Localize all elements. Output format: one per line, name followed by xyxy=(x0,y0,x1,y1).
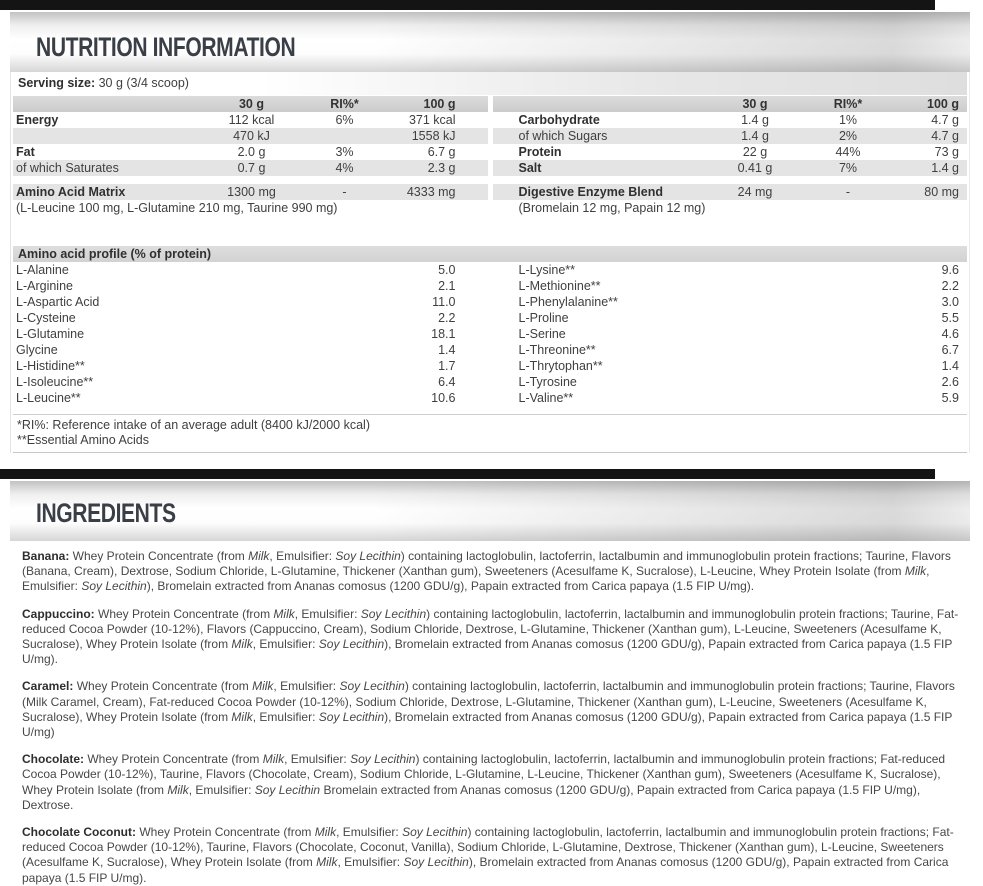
digestive-enzyme-blend-row: Digestive Enzyme Blend 24 mg - 80 mg xyxy=(493,184,968,200)
ingredients-paragraph-chocolate-coconut: Chocolate Coconut: Whey Protein Concentrate (from Milk, Emulsifier: Soy Lecithin) containing lactoglobulin, lactoferrin, lactalbumin and immunoglobulin protein fractions; Fat-reduced Cocoa Powder (10-12%), Taurine, Flavors (Chocolate, Coconut, Vanilla), Sodium Chloride, L-Glutamine, Dextrose, Thickener (Xanthan gum), L-Leucine, Sweeteners (Acesulfame K, Sucralose), Whey Protein Isolate (from Milk, Emulsifier: Soy Lecithin), Bromelain extracted from Ananas comosus (1200 GDU/g), Papain extracted from Carica papaya (1.5 FIP U/mg). xyxy=(22,825,954,885)
amino-profile-tables xyxy=(13,262,967,406)
column-header-row xyxy=(493,96,968,112)
ingredients-paragraph-cappuccino: Cappuccino: Whey Protein Concentrate (from Milk, Emulsifier: Soy Lecithin) containing lactoglobulin, lactoferrin, lactalbumin and immunoglobulin protein fractions; Taurine, Fat-reduced Cocoa Powder (10-12%), Flavors (Cappuccino, Cream), Sodium Chloride, Dextrose, L-Glutamine, Thickener (Xanthan gum), L-Leucine, Sweeteners (Acesulfame K, Sucralose), Whey Protein Isolate (from Milk, Emulsifier: Soy Lecithin), Bromelain extracted from Ananas comosus (1200 GDU/g), Papain extracted from Carica papaya (1.5 FIP U/mg). xyxy=(22,606,959,667)
table-row: Protein 22 g 44% 73 g xyxy=(518,145,959,159)
footnote-essential: **Essential Amino Acids xyxy=(17,433,150,447)
amino-row: Glycine 1.4 xyxy=(16,343,456,357)
amino-row: L-Threonine** 6.7 xyxy=(518,343,959,357)
ingredients-section xyxy=(0,469,983,886)
section-top-bar xyxy=(0,469,935,479)
ingredients-paragraph-chocolate: Chocolate: Whey Protein Concentrate (from Milk, Emulsifier: Soy Lecithin) containing lactoglobulin, lactoferrin, lactalbumin and immunoglobulin protein fractions; Fat-reduced Cocoa Powder (10-12%), Taurine, Flavors (Chocolate, Cream), Sodium Chloride, L-Glutamine, L-Leucine, Thickener (Xanthan gum), Sweeteners (Acesulfame K, Sucralose), Whey Protein Isolate (from Milk, Emulsifier: Soy Lecithin Bromelain extracted from Ananas comosus (1200 GDU/g), Papain extracted from Carica papaya (1.5 FIP U/mg), Dextrose. xyxy=(22,752,946,812)
nutrition-panel xyxy=(10,72,970,453)
amino-row: L-Glutamine 18.1 xyxy=(16,327,456,341)
table-row: of which Sugars 1.4 g 2% 4.7 g xyxy=(493,128,968,144)
ingredients-title: INGREDIENTS xyxy=(36,497,176,528)
col-header-ri: RI%* xyxy=(330,97,359,111)
footnotes xyxy=(13,414,967,453)
ingredients-paragraph-caramel: Caramel: Whey Protein Concentrate (from Milk, Emulsifier: Soy Lecithin) containing lactoglobulin, lactoferrin, lactalbumin and immunoglobulin protein fractions; Taurine, Flavors (Milk Caramel, Cream), Fat-reduced Cocoa Powder (10-12%), Sodium Chloride, Dextrose, L-Glutamine, Thickener (Xanthan gum), L-Leucine, Sweeteners (Acesulfame K, Sucralose), Whey Protein Isolate (from Milk, Emulsifier: Soy Lecithin), Bromelain extracted from Ananas comosus (1200 GDU/g), Papain extracted from Carica papaya (1.5 FIP U/mg) xyxy=(22,679,955,740)
ingredients-paragraph-banana: Banana: Whey Protein Concentrate (from Milk, Emulsifier: Soy Lecithin) containing lactoglobulin, lactoferrin, lactalbumin and immunoglobulin protein fractions; Taurine, Flavors (Banana, Cream), Dextrose, Sodium Chloride, L-Glutamine, Thickener (Xanthan gum), Sweeteners (Acesulfame K, Sucralose), L-Leucine, Whey Protein Isolate (from Milk, Emulsifier: Soy Lecithin), Bromelain extracted from Ananas comosus (1200 GDU/g), Papain extracted from Carica papaya (1.5 FIP U/mg). xyxy=(22,549,951,594)
amino-row: L-Aspartic Acid 11.0 xyxy=(16,295,456,309)
amino-row: L-Phenylalanine** 3.0 xyxy=(518,295,959,309)
amino-profile-right xyxy=(493,262,968,406)
amino-row: L-Proline 5.5 xyxy=(518,311,959,325)
table-row: Fat 2.0 g 3% 6.7 g xyxy=(16,145,456,159)
amino-row: L-Valine** 5.9 xyxy=(518,391,959,405)
table-row: 470 kJ 1558 kJ xyxy=(13,128,488,144)
amino-row: L-Methionine** 2.2 xyxy=(518,279,959,293)
col-header-100g: 100 g xyxy=(423,97,456,111)
amino-row: L-Tyrosine 2.6 xyxy=(518,375,959,389)
serving-size xyxy=(13,72,967,95)
amino-acid-matrix-row: Amino Acid Matrix 1300 mg - 4333 mg xyxy=(13,184,488,200)
amino-row: L-Arginine 2.1 xyxy=(16,279,456,293)
amino-row: L-Serine 4.6 xyxy=(518,327,959,341)
amino-row: L-Isoleucine** 6.4 xyxy=(16,375,456,389)
col-header-100g: 100 g xyxy=(927,97,959,111)
section-top-bar xyxy=(0,0,935,10)
amino-row: L-Alanine 5.0 xyxy=(16,263,456,277)
serving-size-value: 30 g (3/4 scoop) xyxy=(95,76,189,90)
table-row: Energy 112 kcal 6% 371 kcal xyxy=(16,113,456,127)
nutrition-tables xyxy=(13,96,967,216)
amino-row: L-Thrytophan** 1.4 xyxy=(518,359,959,373)
amino-acid-matrix-note: (L-Leucine 100 mg, L-Glutamine 210 mg, Taurine 990 mg) xyxy=(16,201,338,215)
amino-row: L-Cysteine 2.2 xyxy=(16,311,456,325)
digestive-enzyme-blend-note: (Bromelain 12 mg, Papain 12 mg) xyxy=(518,201,706,215)
amino-row: L-Leucine** 10.6 xyxy=(16,391,456,405)
ingredients-header-ribbon xyxy=(10,481,970,541)
footnote-ri: *RI%: Reference intake of an average adult (8400 kJ/2000 kcal) xyxy=(17,418,370,432)
nutrition-header-ribbon xyxy=(10,12,970,72)
table-row: of which Saturates 0.7 g 4% 2.3 g xyxy=(13,160,488,176)
nutrition-title: NUTRITION INFORMATION xyxy=(36,31,296,62)
col-header-30g: 30 g xyxy=(238,97,264,111)
table-row: Carbohydrate 1.4 g 1% 4.7 g xyxy=(518,113,959,127)
serving-size-label: Serving size: xyxy=(18,76,96,90)
col-header-ri: RI%* xyxy=(833,97,863,111)
amino-profile-left xyxy=(13,262,488,406)
ingredients-body xyxy=(0,541,983,886)
nutrition-table-left xyxy=(13,96,488,216)
column-header-row xyxy=(13,96,488,112)
nutrition-table-right xyxy=(493,96,968,216)
amino-row: L-Histidine** 1.7 xyxy=(16,359,456,373)
col-header-30g: 30 g xyxy=(742,97,768,111)
amino-row: L-Lysine** 9.6 xyxy=(518,263,959,277)
amino-profile-header: Amino acid profile (% of protein) xyxy=(13,246,967,262)
table-row: Salt 0.41 g 7% 1.4 g xyxy=(493,160,968,176)
